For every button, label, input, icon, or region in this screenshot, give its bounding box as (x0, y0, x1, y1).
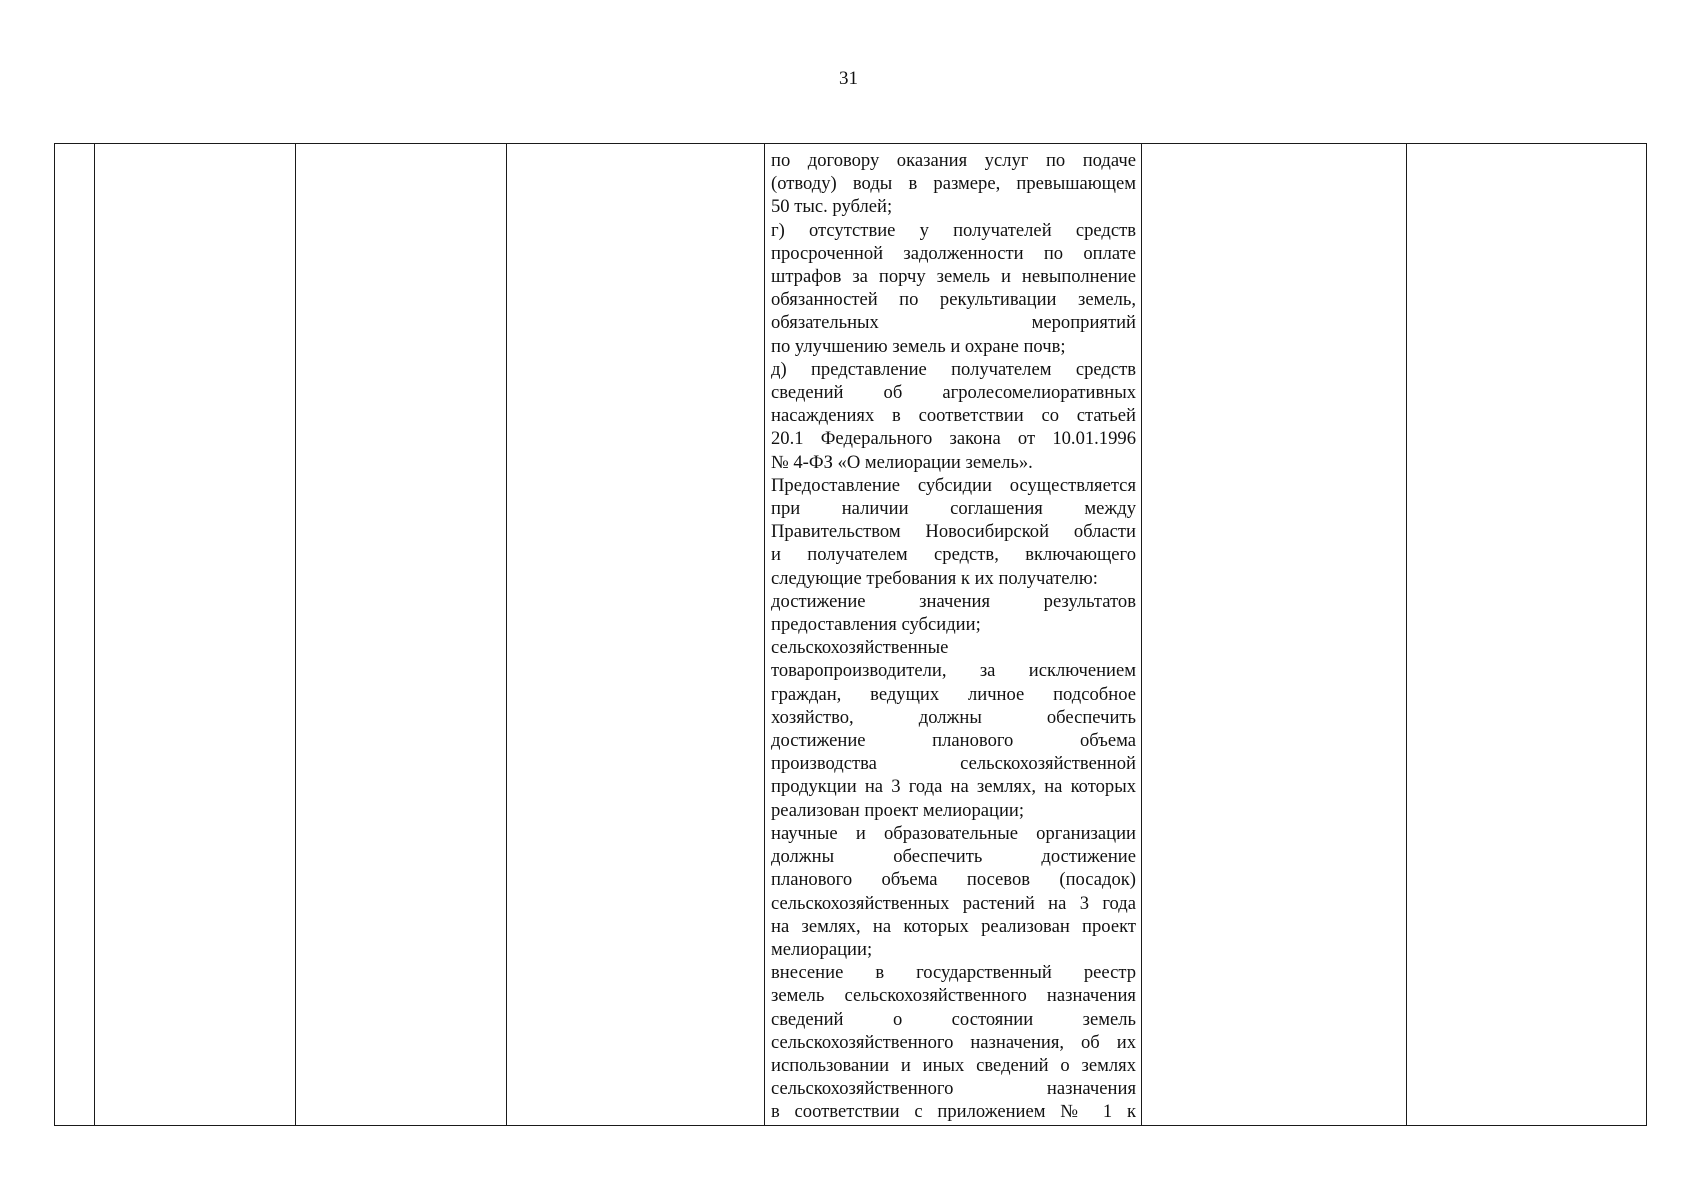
text-line: следующие требования к их получателю: (771, 567, 1098, 589)
text-line: земель сельскохозяйственного назначения (771, 985, 1136, 1007)
text-line: достижение значения результатов (771, 590, 1136, 612)
text-line: просроченной задолженности по оплате (771, 242, 1136, 264)
table-cell-4 (507, 144, 765, 1126)
text-line: 20.1 Федерального закона от 10.01.1996 (771, 428, 1136, 450)
text-line: (отводу) воды в размере, превышающем (771, 173, 1136, 195)
text-line: внесение в государственный реестр (771, 962, 1136, 984)
table-cell-1 (55, 144, 95, 1126)
text-line: и получателем средств, включающего (771, 544, 1136, 566)
text-line: сельскохозяйственных растений на 3 года (771, 892, 1136, 914)
page-number: 31 (839, 68, 858, 89)
text-line: обязанностей по рекультивации земель, (771, 289, 1136, 311)
text-line: при наличии соглашения между (771, 498, 1136, 520)
table-cell-7 (1407, 144, 1647, 1126)
text-line: предоставления субсидии; (771, 614, 981, 636)
text-line: сведений о состоянии земель (771, 1008, 1136, 1030)
text-line: хозяйство, должны обеспечить (771, 706, 1136, 728)
text-line: по улучшению земель и охране почв; (771, 335, 1066, 357)
text-line: товаропроизводители, за исключением (771, 660, 1136, 682)
conditions-text-block (771, 149, 1136, 1124)
text-line: по договору оказания услуг по подаче (771, 150, 1136, 171)
text-line: сельскохозяйственного назначения, об их (771, 1031, 1136, 1053)
text-line: штрафов за порчу земель и невыполнение (771, 266, 1136, 288)
table-row (55, 144, 1647, 1126)
text-line: достижение планового объема (771, 730, 1136, 752)
text-line: обязательных мероприятий (771, 312, 1136, 334)
text-line: № 4-ФЗ «О мелиорации земель». (771, 451, 1033, 473)
text-line: г) отсутствие у получателей средств (771, 219, 1136, 241)
text-line: Правительством Новосибирской области (771, 521, 1136, 543)
table-cell-3 (296, 144, 507, 1126)
text-line: мелиорации; (771, 938, 873, 960)
text-line: д) представление получателем средств (771, 358, 1136, 380)
table-cell-2 (95, 144, 296, 1126)
text-line: на землях, на которых реализован проект (771, 915, 1136, 937)
text-line: научные и образовательные организации (771, 822, 1136, 844)
text-line: 50 тыс. рублей; (771, 196, 893, 218)
text-line: насаждениях в соответствии со статьей (771, 405, 1136, 427)
text-line: должны обеспечить достижение (771, 846, 1136, 868)
text-line: продукции на 3 года на землях, на которых (771, 776, 1136, 798)
text-line: Предоставление субсидии осуществляется (771, 474, 1136, 496)
table-cell-6 (1142, 144, 1407, 1126)
text-line: сельскохозяйственного назначения (771, 1078, 1136, 1100)
text-line: использовании и иных сведений о землях (771, 1054, 1136, 1076)
text-line: сведений об агролесомелиоративных (771, 382, 1136, 404)
table-cell-conditions-text (765, 144, 1142, 1126)
text-line: реализован проект мелиорации; (771, 799, 1025, 821)
text-line: сельскохозяйственные (771, 637, 949, 659)
text-line: в соответствии с приложением № 1 к (771, 1101, 1136, 1123)
document-table (54, 143, 1647, 1126)
text-line: производства сельскохозяйственной (771, 753, 1136, 775)
text-line: планового объема посевов (посадок) (771, 869, 1136, 891)
text-line: граждан, ведущих личное подсобное (771, 683, 1136, 705)
